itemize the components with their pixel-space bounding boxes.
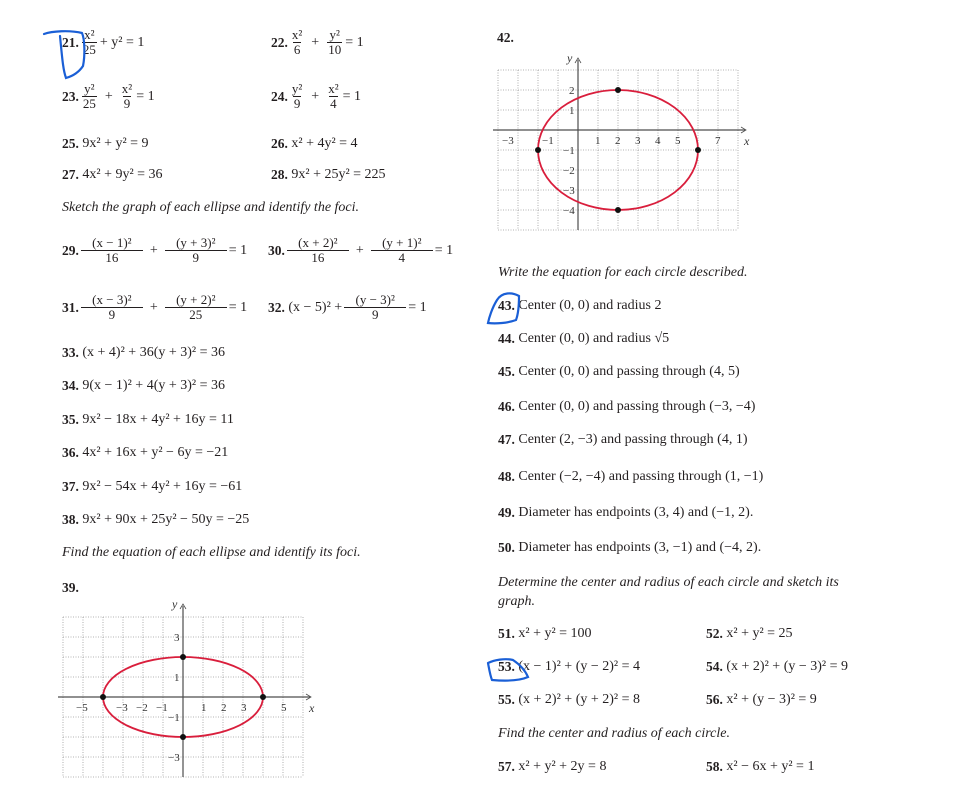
problem-29: 29. $\frac{\text{(x − 1)²}}{16}$ + $\frac{\text{(y + 3)²}}{9}$ = 1 <box>62 235 248 265</box>
instruction-sketch-ellipse: Sketch the graph of each ellipse and identify the foci. <box>62 200 360 215</box>
fraction: $\frac{\text{y²}}{9}$ <box>291 81 303 111</box>
svg-text:1: 1 <box>595 135 601 147</box>
tick-labels <box>76 600 315 764</box>
instruction-circle-equation: Write the equation for each circle described. <box>498 265 748 280</box>
svg-text:2: 2 <box>615 135 621 147</box>
fraction: $\frac{\text{(x − 3)²}}{9}$ <box>82 293 142 322</box>
svg-text:x: x <box>309 701 315 715</box>
graph-39 <box>55 600 325 790</box>
problem-54: 54. (x + 2)² + (y − 3)² = 9 <box>706 659 848 674</box>
problem-22: 22. $\frac{\text{x²}}{6}$ + $\frac{\text{y²}}{10}$ = 1 <box>271 27 364 57</box>
problem-number: 21. <box>62 34 79 50</box>
fraction: $\frac{\text{(x − 1)²}}{16}$ <box>82 236 142 265</box>
svg-text:−3: −3 <box>168 752 180 764</box>
svg-text:−1: −1 <box>563 145 575 157</box>
svg-text:3: 3 <box>635 135 641 147</box>
problem-38: 38. 9x² + 90x + 25y² − 50y = −25 <box>62 512 250 527</box>
instruction-center-radius-sketch: Determine the center and radius of each circle and sketch its <box>498 575 839 590</box>
problem-23: 23. $\frac{\text{y²}}{25}$ + $\frac{\text{x²}}{9}$ = 1 <box>62 81 155 111</box>
problem-21 <box>62 28 144 57</box>
fraction: $\frac{\text{y²}}{10}$ <box>328 27 342 57</box>
fraction: $\frac{\text{x²}}{9}$ <box>121 81 133 111</box>
svg-text:2: 2 <box>221 702 227 714</box>
problem-37: 37. 9x² − 54x + 4y² + 16y = −61 <box>62 479 243 494</box>
svg-text:3: 3 <box>241 702 247 714</box>
problem-43: 43. Center (0, 0) and radius 2 <box>498 298 662 313</box>
svg-text:−1: −1 <box>542 135 554 147</box>
svg-text:5: 5 <box>281 702 287 714</box>
svg-text:2: 2 <box>569 85 575 97</box>
fraction: $\frac{\text{(y + 1)²}}{4}$ <box>372 236 432 265</box>
svg-text:−3: −3 <box>116 702 128 714</box>
svg-text:−1: −1 <box>168 712 180 724</box>
problem-57: 57. x² + y² + 2y = 8 <box>498 759 607 774</box>
svg-text:−4: −4 <box>563 205 575 217</box>
instruction-find-ellipse: Find the equation of each ellipse and identify its foci. <box>62 545 361 560</box>
svg-text:−2: −2 <box>136 702 148 714</box>
graph-42 <box>490 55 760 240</box>
svg-text:1: 1 <box>569 105 575 117</box>
equation-rest: + y² = 1 <box>99 34 145 50</box>
fraction: $\frac{\text{(y + 2)²}}{25}$ <box>166 293 226 322</box>
svg-text:1: 1 <box>201 702 207 714</box>
problem-36: 36. 4x² + 16x + y² − 6y = −21 <box>62 445 229 460</box>
svg-text:−1: −1 <box>156 702 168 714</box>
problem-39-number: 39. <box>62 580 79 595</box>
svg-text:1: 1 <box>174 672 180 684</box>
problem-46: 46. Center (0, 0) and passing through (−3, −4) <box>498 399 756 414</box>
problem-49: 49. Diameter has endpoints (3, 4) and (−1, 2). <box>498 505 754 520</box>
svg-text:4: 4 <box>655 135 661 147</box>
problem-55: 55. (x + 2)² + (y + 2)² = 8 <box>498 692 640 707</box>
svg-text:−5: −5 <box>76 702 88 714</box>
problem-56: 56. x² + (y − 3)² = 9 <box>706 692 817 707</box>
problem-24: 24. $\frac{\text{y²}}{9}$ + $\frac{\text{x²}}{4}$ = 1 <box>271 81 361 111</box>
tick-labels <box>502 55 750 217</box>
fraction: $\frac{\text{(y + 3)²}}{9}$ <box>166 236 226 265</box>
svg-text:−2: −2 <box>563 165 575 177</box>
fraction: $\frac{\text{x²}}{25}$ <box>82 27 96 57</box>
problem-26: 26. x² + 4y² = 4 <box>271 136 358 151</box>
axes <box>58 606 310 777</box>
problem-47: 47. Center (2, −3) and passing through (4, 1) <box>498 432 748 447</box>
svg-text:x: x <box>744 134 750 148</box>
problem-31: 31. $\frac{\text{(x − 3)²}}{9}$ + $\frac{\text{(y + 2)²}}{25}$ = 1 <box>62 292 248 322</box>
problem-51: 51. x² + y² = 100 <box>498 626 592 641</box>
svg-text:7: 7 <box>715 135 721 147</box>
problem-27: 27. 4x² + 9y² = 36 <box>62 167 163 182</box>
fraction: $\frac{\text{x²}}{4}$ <box>328 81 339 111</box>
fraction: $\frac{\text{x²}}{6}$ <box>291 27 303 57</box>
problem-33: 33. (x + 4)² + 36(y + 3)² = 36 <box>62 345 225 360</box>
problem-44: 44. Center (0, 0) and radius √5 <box>498 331 670 346</box>
problem-45: 45. Center (0, 0) and passing through (4, 5) <box>498 364 740 379</box>
problem-42-number: 42. <box>497 30 514 45</box>
problem-35: 35. 9x² − 18x + 4y² + 16y = 11 <box>62 412 234 427</box>
svg-text:−3: −3 <box>563 185 575 197</box>
instruction-center-radius-sketch-cont: graph. <box>498 594 535 609</box>
problem-25: 25. 9x² + y² = 9 <box>62 136 149 151</box>
problem-34: 34. 9(x − 1)² + 4(y + 3)² = 36 <box>62 378 225 393</box>
problem-48: 48. Center (−2, −4) and passing through (1, −1) <box>498 469 764 484</box>
problem-30: 30. $\frac{\text{(x + 2)²}}{16}$ + $\frac{\text{(y + 1)²}}{4}$ = 1 <box>268 235 454 265</box>
grid-lines <box>498 70 738 230</box>
svg-text:3: 3 <box>174 632 180 644</box>
problem-28: 28. 9x² + 25y² = 225 <box>271 167 386 182</box>
fraction: $\frac{\text{y²}}{25}$ <box>82 81 96 111</box>
svg-text:5: 5 <box>675 135 681 147</box>
problem-52: 52. x² + y² = 25 <box>706 626 793 641</box>
instruction-find-center-radius: Find the center and radius of each circle. <box>498 726 730 741</box>
svg-text:y: y <box>172 600 178 611</box>
svg-text:y: y <box>567 55 573 65</box>
svg-text:−3: −3 <box>502 135 514 147</box>
problem-58: 58. x² − 6x + y² = 1 <box>706 759 815 774</box>
problem-50: 50. Diameter has endpoints (3, −1) and (−4, 2). <box>498 540 762 555</box>
fraction: $\frac{\text{(x + 2)²}}{16}$ <box>288 236 348 265</box>
fraction: $\frac{\text{(y − 3)²}}{9}$ <box>345 293 405 322</box>
problem-53: 53. (x − 1)² + (y − 2)² = 4 <box>498 659 640 674</box>
problem-32: 32. (x − 5)² + $\frac{\text{(y − 3)²}}{9}$ = 1 <box>268 292 427 322</box>
